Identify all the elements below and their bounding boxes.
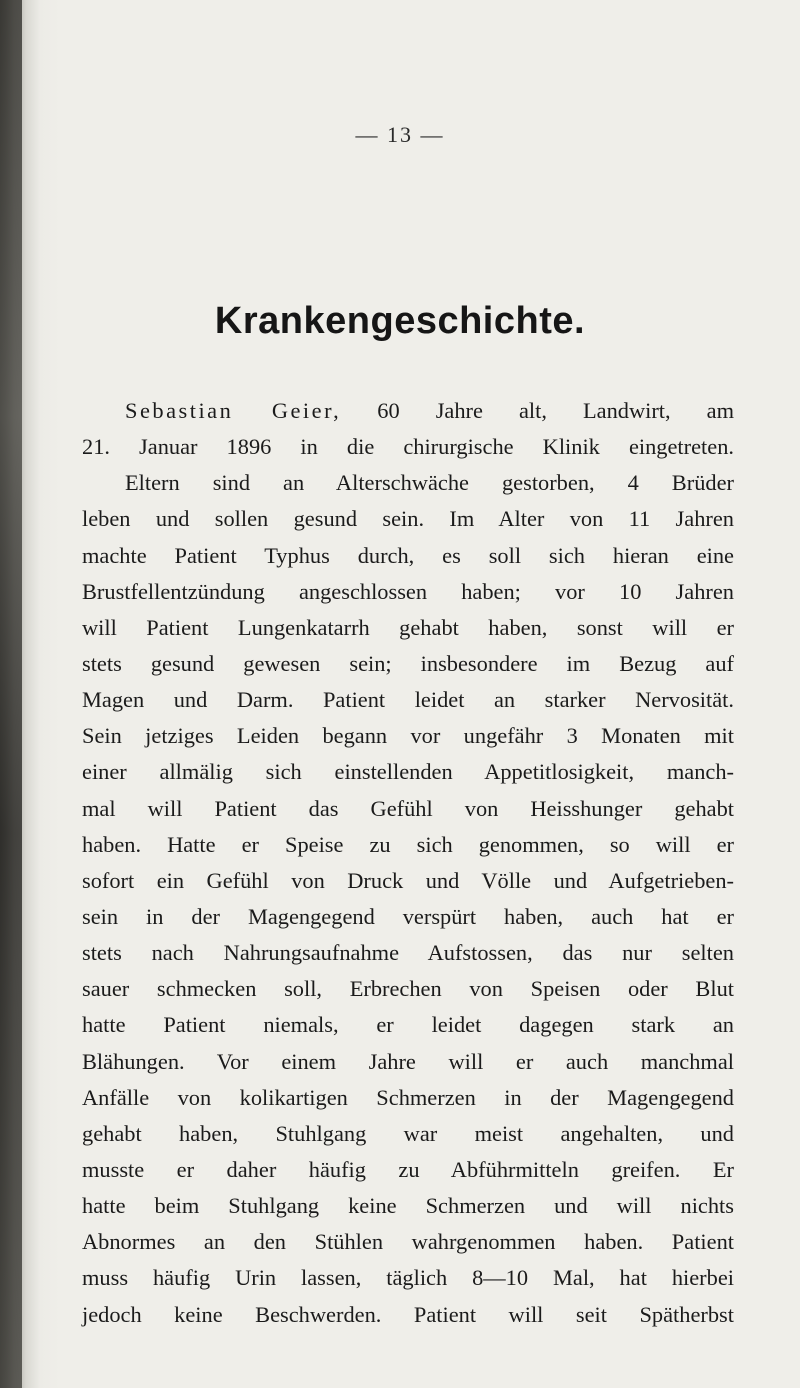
text-line: gehabt haben, Stuhlgang war meist angehalten, und [82,1120,734,1146]
text-line: jedoch keine Beschwerden. Patient will seit Spätherbst [82,1301,734,1327]
page-number: — 13 — [355,122,445,147]
text-line: Abnormes an den Stühlen wahrgenommen haben. Patient [82,1229,734,1255]
book-binding-edge [0,0,22,1388]
text-line: mal will Patient das Gefühl von Heisshunger gehabt [82,795,734,821]
text-line: hatte beim Stuhlgang keine Schmerzen und will nichts [82,1193,734,1219]
text-line: einer allmälig sich einstellenden Appetitlosigkeit, manch- [82,759,734,785]
text-line: sein in der Magengegend verspürt haben, auch hat er [82,903,734,929]
text-line: musste er daher häufig zu Abführmitteln greifen. Er [82,1156,734,1182]
text-line: stets nach Nahrungsaufnahme Aufstossen, das nur selten [82,940,734,966]
text-line: machte Patient Typhus durch, es soll sich hieran eine [82,542,734,568]
text-line: will Patient Lungenkatarrh gehabt haben, sonst will er [82,614,734,640]
text-line: haben. Hatte er Speise zu sich genommen, so will er [82,831,734,857]
page-title: Krankengeschichte. [214,300,586,342]
text-line: Magen und Darm. Patient leidet an starker Nervosität. [82,687,734,713]
text-line: 21. Januar 1896 in die chirurgische Klinik eingetreten. [82,434,734,460]
text-line: hatte Patient niemals, er leidet dagegen stark an [82,1012,734,1038]
text-line: Sein jetziges Leiden begann vor ungefähr 3 Monaten mit [82,723,734,749]
case-history-text [82,393,734,1333]
patient-name: Sebastian Geier, [125,398,342,423]
text-line: Brustfellentzündung angeschlossen haben; vor 10 Jahren [82,578,734,604]
text-line: Eltern sind an Alterschwäche gestorben, 4 Brüder [125,470,734,496]
text-line: muss häufig Urin lassen, täglich 8—10 Mal, hat hierbei [82,1265,734,1291]
text-line: sauer schmecken soll, Erbrechen von Speisen oder Blut [82,976,734,1002]
text-line: Anfälle von kolikartigen Schmerzen in der Magengegend [82,1084,734,1110]
text-line: Sebastian Geier, 60 Jahre alt, Landwirt, am [125,398,734,423]
text-line: sofort ein Gefühl von Druck und Völle und Aufgetrieben- [82,867,734,893]
text-line: leben und sollen gesund sein. Im Alter von 11 Jahren [82,506,734,532]
text-line: stets gesund gewesen sein; insbesondere im Bezug auf [82,650,734,676]
text-line: Blähungen. Vor einem Jahre will er auch manchmal [82,1048,734,1074]
